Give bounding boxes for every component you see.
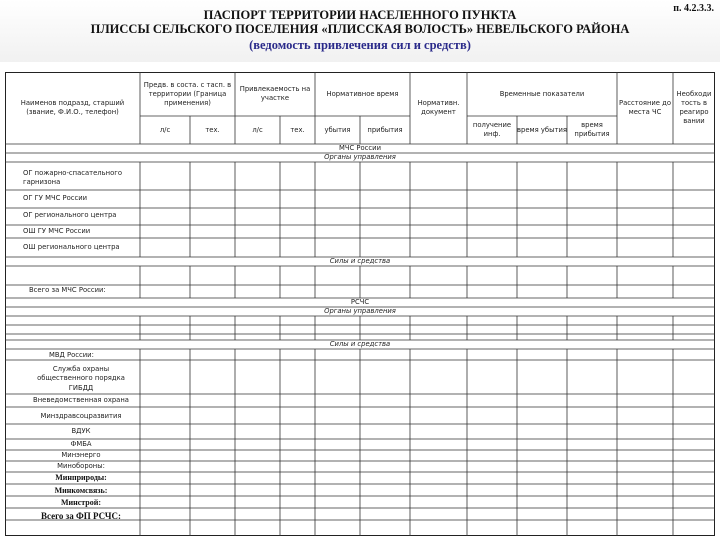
col-ls2-header: л/с [252,125,263,134]
row-label-og-regional: ОГ регионального центра [23,211,117,219]
row-label-total-fp: Всего за ФП РСЧС: [40,511,122,521]
row-label-total-mchs: Всего за МЧС России: [29,286,106,294]
col-composition-header: Предв. в соста. с тасп. в территории (Граница применения) [143,80,232,107]
row-label-dept-security: Вневедомственная охрана [33,396,129,404]
col-tech2-header: тех. [290,125,305,134]
col-ls-header: л/с [159,125,171,134]
section-management: Органы управления [324,153,396,161]
col-arrival-header: прибытия [367,125,403,134]
col-tech-header: тех. [205,125,220,134]
row-label-minoborony: Минобороны: [57,462,105,470]
col-timeind-header: Временные показатели [499,89,585,98]
title-line-3: (ведомость привлечения сил и средств) [249,38,471,52]
row-label-mvd: МВД России: [49,351,94,359]
col-deptime-header: время убытия [517,125,567,134]
row-label-fmba: ФМБА [70,440,92,448]
row-label-security: Служба охраны общественного порядка [37,365,125,382]
col-attracted-header: Привлекаемость на участке [239,85,311,102]
title-line-1: ПАСПОРТ ТЕРРИТОРИИ НАСЕЛЕННОГО ПУНКТА [203,8,517,22]
section-forces: Силы и средства [329,257,391,265]
page-header [0,0,720,62]
row-label-gibdd: ГИБДД [68,384,94,392]
col-need-header: Необходи тость в реагиро вании [676,90,712,125]
col-departure-header: убытия [324,125,351,134]
section-rschs: РСЧС [350,298,370,306]
section-forces-2: Силы и средства [329,340,391,348]
col-normtime-header: Нормативное время [326,89,399,98]
col-arrtime-header: время прибытия [574,121,610,138]
row-label-og-gu: ОГ ГУ МЧС России [23,194,88,202]
row-label-minstroy: Минстрой: [60,498,102,507]
forces-table [5,72,715,536]
section-mchs: МЧС России [339,144,381,152]
row-label-minpriroda: Минприроды: [55,473,107,482]
row-label-minenergo: Минэнерго [61,451,101,459]
row-label-og-garrison: ОГ пожарно-спасательного гарнизона [23,169,122,186]
title-line-2: ПЛИССЫ СЕЛЬСКОГО ПОСЕЛЕНИЯ «ПЛИССКАЯ ВОЛОСТЬ» НЕВЕЛЬСКОГО РАЙОНА [90,22,630,36]
row-label-osh-regional: ОШ регионального центра [23,243,120,251]
col-info-header: получение инф. [472,121,512,138]
col-distance-header: Расстояние до места ЧС [619,99,671,116]
col-normdoc-header: Нормативн. документ [417,99,460,116]
row-label-osh-gu: ОШ ГУ МЧС России [23,227,91,235]
page-number: п. 4.2.3.3. [673,3,714,14]
row-label-minkomsvyaz: Минкомсвязь: [54,486,108,495]
row-label-minzdrav: Минздравсоцразвития [40,412,122,420]
col-name-header: Наименов подразд, старший (звание, Ф.И.О., телефон) [20,99,125,116]
row-label-vduk: ВДУК [71,427,91,435]
section-management-2: Органы управления [324,307,396,315]
